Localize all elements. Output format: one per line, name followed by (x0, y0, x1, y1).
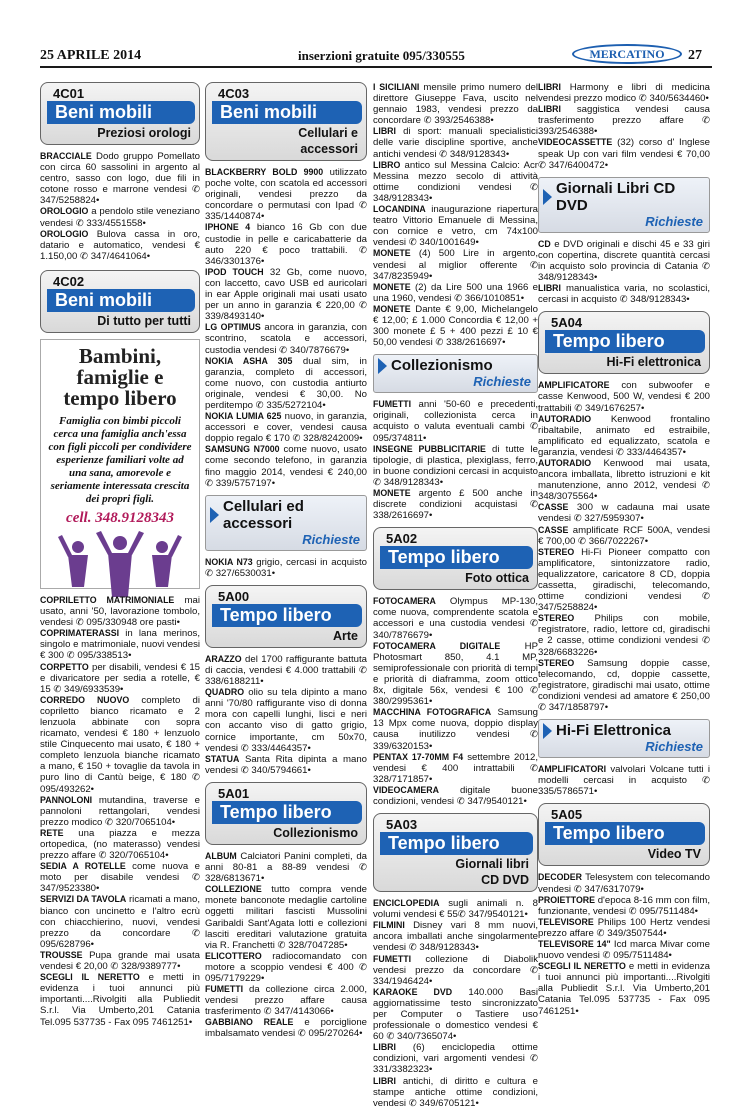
ad-text: saggistica vendesi causa trasferimento prezzo affare ✆ 393/2546388• (538, 104, 710, 138)
ad-list (373, 82, 538, 348)
ad-keyword: SERVIZI DA TAVOLA (40, 894, 127, 905)
promo-title: Bambini, famiglie e tempo libero (63, 343, 177, 410)
ad-keyword: CD (538, 238, 551, 249)
classified-ad (373, 954, 538, 987)
ad-keyword: SCEGLI IL NERETTO (40, 972, 140, 983)
ad-keyword: PANNOLONI (40, 794, 93, 805)
ad-keyword: GABBIANO REALE (205, 1017, 294, 1028)
classified-ad (40, 206, 200, 228)
ad-keyword: I SICILIANI (373, 82, 420, 92)
classified-ad (40, 595, 200, 628)
ad-text: bianco 16 Gb con due custodie in pelle e caricabatterie da auto 220 € poco trattabili. ✆ 346/3301376• (205, 222, 367, 267)
ad-text: 32 Gb, come nuovo, con laccetto, cavo USB ed auricolari in ear Apple originali mai usati usato per un anno in garanzia € 220,00 ✆ 339/8493140• (205, 266, 367, 323)
section-header-4c02 (40, 270, 200, 333)
mercatino-logo: MERCATINO (572, 44, 682, 64)
ad-text: antichi, di diritto e cultura e stampe antiche ottime condizioni, vendesi ✆ 349/6705121• (373, 1075, 538, 1109)
classified-ad (40, 828, 200, 861)
section-title: Beni mobili (47, 289, 195, 312)
classified-ad (373, 752, 538, 785)
classified-ad (205, 222, 367, 266)
ad-text: e metti in evidenza i tuoi annunci più importanti....Rivolgiti alla Publiedit S.r.l. Via Umberto,201 Catania Tel.095 537735 - Fax 095 7461251• (40, 972, 201, 1028)
ad-text: nuovo, in garanzia, accessori e cover, vendesi causa doppio regalo € 170 ✆ 328/8242009• (205, 411, 367, 445)
classified-ad (538, 458, 710, 502)
ad-keyword: COLLEZIONE (205, 884, 262, 895)
classified-ad (538, 872, 710, 894)
ad-keyword: TELEVISORE 14" (538, 938, 611, 949)
ad-keyword: NOKIA ASHA 305 (205, 355, 293, 366)
section-header-5a04 (538, 311, 710, 374)
ad-list (205, 654, 367, 776)
section-subtitle: Video TV (647, 847, 701, 862)
ad-text: argento £ 500 anche in discrete condizioni acquistasi ✆ 338/2616697• (373, 488, 538, 522)
ad-keyword: TROUSSE (40, 949, 83, 960)
classified-ad (538, 82, 710, 104)
ad-keyword: AUTORADIO (538, 457, 592, 468)
ad-keyword: SCEGLI IL NERETTO (538, 961, 626, 972)
section-code: 5A05 (551, 807, 583, 823)
ad-keyword: FUMETTI (205, 984, 244, 995)
ad-text: ricamati a mano, bianco con uncinetto e l'altro ecrù con chiacchierino, nuovi, vendesi prezzo da concordare ✆ 095/628796• (40, 894, 200, 950)
requests-label: Richieste (302, 531, 360, 547)
ad-keyword: VIDEOCAMERA (373, 784, 439, 795)
header-contact: inserzioni gratuite 095/330555 (298, 48, 465, 63)
ad-keyword: RETE (40, 827, 64, 838)
classified-ad (40, 861, 200, 894)
page-number: 27 (688, 48, 702, 63)
ad-text: a pendolo stile veneziano vendesi ✆ 333/4551558• (40, 206, 200, 229)
classified-ad (40, 151, 200, 206)
children-illustration (50, 527, 190, 603)
classified-ad (205, 851, 367, 884)
ad-text: mutandina, traverse e pannoloni rettangolari, vendesi prezzo modico ✆ 320/7065104• (40, 794, 200, 828)
ad-keyword: MONETE (373, 248, 411, 259)
ad-text: di sport: manuali specialistici delle varie discipline sportive, anche antichi vendesi ✆ 348/9128343• (373, 126, 538, 160)
classified-ad (373, 920, 538, 953)
ad-keyword: DECODER (538, 872, 582, 883)
section-header-5a00 (205, 585, 367, 648)
classified-ad (40, 972, 200, 1027)
ad-text: valvolari Volcane tutti i modelli cercasi in acquisto ✆ 335/5786571• (538, 764, 710, 798)
section-code: 5A04 (551, 315, 583, 331)
ad-text: del 1700 raffigurante battuta di caccia, vendesi € 4.000 trattabili ✆ 338/6188211• (205, 653, 367, 688)
classified-ad (538, 380, 710, 413)
classified-ad (373, 399, 538, 443)
requests-label: Richieste (645, 213, 703, 229)
ad-text: Icd marca Mivar come nuovo vendesi ✆ 095/7511484• (538, 938, 711, 962)
column-4 (538, 82, 710, 1017)
ad-list (538, 239, 710, 306)
ad-text: utilizzato poche volte, con scatola ed accessori originali, vendesi prezzo da concordare o permutasi con Ipad ✆ 335/1440874• (205, 167, 367, 223)
ad-list (538, 380, 710, 713)
ad-text: per disabili, vendesi € 15 e divaricatore per sedia a rotelle, € 15 ✆ 349/6933539• (40, 661, 200, 695)
promo-body: Famiglia con bimbi piccoli cerca una famiglia anch'essa con figli piccoli per condividere esperienze familiari volte ad una sana, amorevole e seriamente interessata crescita dei propri figli. (48, 414, 192, 505)
issue-date: 25 APRILE 2014 (40, 48, 142, 63)
classified-ad (538, 613, 710, 657)
ad-keyword: STEREO (538, 657, 575, 668)
ad-text: d'epoca 8-16 mm con film, funzionante, vendesi ✆ 095/7511484• (538, 894, 710, 917)
classified-ad (538, 414, 710, 458)
classified-ad (40, 695, 200, 795)
ad-text: antico sul Messina Calcio: Acr Messina mezzo secolo di attività ottime condizioni vendesi ✆ 348/9128343• (373, 159, 538, 204)
section-subtitle: Foto ottica (465, 571, 529, 586)
ad-text: in lana merinos, singolo e matrimoniale, nuovi vendesi € 300 ✆ 095/338513• (40, 628, 200, 662)
ad-text: collezione di Diabolik vendesi prezzo da concordare ✆ 334/1946424• (373, 953, 538, 987)
ad-keyword: LIBRI (538, 283, 561, 294)
classified-ad (373, 444, 538, 488)
ad-text: HP Photosmart 850, 4.1 MP, semiprofessionale con priorità di tempi e priorità di diaframma, zoom ottico 8x, digitale 56x, vendesi € 100 ✆ 380/2995361• (373, 640, 538, 708)
classified-ad (373, 596, 538, 640)
ad-text: amplificate RCF 500A, vendesi € 700,00 ✆ 366/7022267• (538, 524, 710, 547)
ad-keyword: ALBUM (205, 850, 237, 861)
ad-text: Philips con mobile, registratore, radio, lettore cd, giradischi e 2 casse, ottime condizioni vendesi ✆ 328/6683226• (538, 613, 710, 658)
section-title: Tempo libero (545, 330, 705, 353)
ad-keyword: LIBRI (373, 1042, 396, 1053)
ad-keyword: MONETE (373, 303, 411, 314)
ad-keyword: LIBRO (373, 159, 401, 170)
ad-keyword: LIBRI (373, 1075, 396, 1086)
classified-ad (205, 654, 367, 687)
promo-box (40, 339, 200, 589)
classified-ad (373, 898, 538, 920)
ad-keyword: NOKIA N73 (205, 556, 253, 567)
ad-list (373, 898, 538, 1109)
arrow-icon (543, 189, 552, 205)
ad-text: anni '50-60 e precedenti, originali, collezionista cerca in acquisto o valuta eventuali cambi ✆ 095/374811• (373, 399, 538, 444)
ad-list (205, 167, 367, 489)
ad-keyword: STEREO (538, 546, 575, 557)
ad-text: una piazza e mezza ortopedica, (no materasso) vendesi prezzo affare ✆ 320/7065104• (40, 827, 200, 862)
classified-ad (538, 137, 710, 170)
ad-keyword: QUADRO (205, 687, 245, 698)
ad-keyword: ARAZZO (205, 653, 242, 664)
classified-ad (373, 641, 538, 708)
ad-keyword: LIBRI (373, 126, 396, 137)
ad-list (538, 764, 710, 797)
ad-keyword: INSEGNE PUBBLICITARIE (373, 443, 486, 454)
section-code: 5A02 (386, 531, 418, 547)
classified-ad (205, 267, 367, 322)
ad-text: Disney vari 8 mm nuovi, ancora imballati anche singolarmente vendesi ✆ 348/9128343• (373, 920, 538, 954)
ad-text: manualistica varia, no scolastici, cercasi in acquisto ✆ 348/9128343• (538, 283, 710, 306)
classified-ad (40, 662, 200, 695)
classified-ad (373, 204, 538, 248)
section-title: Tempo libero (380, 832, 533, 855)
classified-ad (538, 283, 710, 305)
classified-ad (373, 304, 538, 348)
ad-keyword: MONETE (373, 488, 411, 498)
ad-text: ancora in garanzia, con scontrino, scatola e accessori, custodia vendesi ✆ 340/7876679• (205, 322, 367, 356)
ad-keyword: ELICOTTERO (205, 950, 262, 961)
ad-text: e metti in evidenza i tuoi annunci più importanti....Rivolgiti alla Publiedit S.r.l. Via Umberto,201 Catania Tel.095 537735 - Fax 095 7461251• (538, 961, 710, 1017)
classified-ad (538, 104, 710, 137)
classified-ad (373, 82, 538, 126)
ad-keyword: FOTOCAMERA (373, 596, 436, 607)
section-code: 5A03 (386, 817, 418, 833)
ad-text: Telesystem con telecomando vendesi ✆ 347/6317079• (538, 872, 710, 895)
classified-ad (538, 764, 710, 797)
section-title: Tempo libero (545, 822, 705, 845)
ad-keyword: SAMSUNG N7000 (205, 444, 280, 455)
ad-keyword: FILMINI (373, 920, 405, 931)
section-subtitle: Preziosi orologi (97, 126, 191, 140)
classified-ad (538, 917, 710, 939)
ad-text: (4) 500 Lire in argento, vendesi al miglior offerente ✆ 347/8235949• (373, 248, 538, 282)
section-header-5a02 (373, 527, 538, 590)
ad-text: dual sim, in garanzia, completo di accessori, come nuovo, con custodia antiurto originale, vendesi € 30,00. No perditempo ✆ 335/5272104• (205, 355, 368, 411)
ad-text: sugli animali n. 8 volumi vendesi € 55✆ 347/9540121• (373, 898, 538, 921)
ad-text: con subwoofer e casse Kenwood, 500 W, vendesi € 200 trattabili ✆ 349/1676257• (538, 380, 710, 414)
requests-header (373, 354, 538, 393)
ad-keyword: TELEVISORE (538, 916, 594, 927)
ad-text: Bulova cassa in oro, datario e automatico, vendesi € 1.150,00 ✆ 347/4641064• (40, 228, 200, 262)
section-header-4c01 (40, 82, 200, 145)
ad-text: (6) enciclopedia ottime condizioni, vari argomenti vendesi ✆ 331/3382323• (373, 1042, 538, 1076)
section-subtitle: CD DVD (481, 873, 529, 888)
requests-header (205, 495, 367, 551)
ad-list (538, 82, 710, 171)
classified-ad (40, 229, 200, 262)
classified-ad (538, 895, 710, 917)
ad-text: mai usato, anni '50, lavorazione tombolo, vendesi ✆ 095/330948 ore pasti• (40, 594, 201, 629)
ad-text: Dante € 9,00, Michelangelo € 12,00; £ 1.000 Concordia € 12,00 + 300 monete £ 5 + 400 pezzi £ 10 € 50,00 vendesi ✆ 338/2616697• (373, 303, 538, 349)
arrow-icon (543, 723, 552, 739)
ad-text: e DVD originali e dischi 45 e 33 giri con copertina, discrete quantità cercasi in acquisto solo provincia di Catania ✆ 348/9128343• (538, 238, 710, 284)
section-code: 4C02 (53, 273, 85, 289)
section-subtitle: Cellulari e (298, 126, 358, 140)
ad-text: Kenwood frontalino ribaltabile, animato ed estraibile, amplificato ed equalizzato, scatola e garanzia, vendesi ✆ 333/4464357• (538, 413, 710, 458)
classified-ad (205, 444, 367, 488)
ad-text: settembre 2012, vendesi € 400 intrattabili ✆ 328/7171857• (373, 751, 538, 785)
classified-ad (205, 167, 367, 222)
ad-text: completo di copriletto bianco ricamato e 2 lenzuola abbinate con sopra ricamato, vendesi € 180 + lenzuolo stile Cinquecento mai usato, € 180 + completo lenzuola bianche ricamato a mano, € 150 + tovaglie da tavola in puro lino di Cantù beige, € 180 ✆ 095/493262• (40, 694, 200, 795)
ad-keyword: CASSE (538, 524, 569, 535)
classified-ad (205, 411, 367, 444)
ad-text: Harmony e libri di medicina vendesi prezzo modico ✆ 340/5634460• (538, 82, 710, 105)
column-2 (205, 82, 367, 1040)
ad-list (40, 151, 200, 262)
ad-keyword: ENCICLOPEDIA (373, 898, 440, 909)
classified-ad (538, 547, 710, 614)
ad-text: 300 w cadauna mai usate vendesi ✆ 327/5959307• (538, 502, 710, 525)
classified-ad (205, 322, 367, 355)
promo-phone: cell. 348.9128343 (66, 509, 174, 526)
section-subtitle: Hi-Fi elettronica (606, 355, 701, 370)
ad-keyword: COPRIMATERASSI (40, 628, 120, 639)
ad-keyword: FUMETTI (373, 953, 412, 964)
section-header-5a03 (373, 813, 538, 892)
ad-text: Samsung 13 Mpx come nuova, doppio display causa inutilizzo vendesi ✆ 339/6320153• (373, 707, 538, 752)
ad-text: Olympus MP-130, come nuova, comprendente scatola e accessori e una custodia vendesi ✆ 340/7876679• (373, 596, 538, 641)
arrow-icon (378, 358, 387, 374)
classified-ad (373, 488, 538, 521)
ad-list (205, 557, 367, 579)
section-subtitle: Arte (332, 628, 358, 643)
ad-text: Pupa grande mai usata vendesi € 20,00 ✆ 328/9389777• (40, 949, 200, 973)
ad-keyword: OROLOGIO (40, 206, 89, 217)
ad-text: Santa Rita dipinta a mano vendesi ✆ 340/5794661• (205, 753, 367, 776)
ad-keyword: LIBRI (538, 104, 561, 115)
ad-keyword: IPOD TOUCH (205, 266, 264, 277)
ad-keyword: CORPETTO (40, 661, 89, 672)
classified-ad (205, 754, 367, 776)
classified-ad (40, 795, 200, 828)
ad-keyword: PROIETTORE (538, 894, 596, 905)
requests-header (538, 719, 710, 758)
classified-ad (373, 160, 538, 204)
ad-text: grigio, cercasi in acquisto ✆ 327/6530031• (205, 556, 367, 579)
ad-keyword: LIBRI (538, 82, 561, 92)
ad-keyword: KARAOKE DVD (373, 986, 453, 997)
classified-ad (205, 1017, 367, 1039)
classified-ad (373, 248, 538, 281)
section-header-5a05 (538, 803, 710, 866)
section-title: Tempo libero (380, 546, 533, 569)
ad-keyword: FUMETTI (373, 399, 412, 410)
ad-text: (32) corso d' Inglese speak Up con vari film vendesi € 70,00 ✆ 347/6400472• (538, 137, 710, 171)
classified-ad (205, 557, 367, 579)
classified-ad (205, 356, 367, 411)
classified-ad (538, 961, 710, 1016)
ad-text: tutto compra vende monete banconote medaglie cartoline oggetti militari fascisti Mussolini Garibaldi Sant'Agata lotti e collezioni lasciti ereditari valutazione gratuita via R. Franchetti ✆ 328/7047285• (205, 884, 367, 951)
ad-text: Samsung doppie casse, telecomando, cd, doppie cassette, registratore, giradischi mai usato, ottime condizioni vendesi ad amatore € 250,00 ✆ 347/1858797• (538, 657, 710, 714)
classified-ad (205, 884, 367, 951)
classified-ad (205, 687, 367, 754)
ad-keyword: STEREO (538, 613, 575, 624)
classified-ad (205, 984, 367, 1017)
ad-text: come nuova e moto per disabile vendesi ✆ 347/9523380• (40, 861, 200, 895)
ad-list (373, 399, 538, 521)
ad-list (205, 851, 367, 1040)
classified-ad (40, 628, 200, 661)
arrow-icon (210, 507, 219, 523)
requests-label: Richieste (645, 739, 703, 755)
ad-keyword: COPRILETTO MATRIMONIALE (40, 594, 175, 605)
section-header-4c03 (205, 82, 367, 161)
ad-text: digitale buone condizioni, vendesi ✆ 347/9540121• (373, 784, 538, 807)
ad-text: 140.000 Basi aggiornatissime testo sincronizzato per Computer o Tastiere uso professionale o domestico vendesi € 60 ✆ 340/7365074• (373, 986, 538, 1043)
ad-keyword: AMPLIFICATORE (538, 380, 610, 391)
classified-ad (40, 950, 200, 972)
ad-text: (2) da Lire 500 una 1966 e una 1960, vendesi ✆ 366/1010851• (373, 281, 538, 304)
ad-text: Dodo gruppo Pomellato con circa 60 sassolini in argento al centro, sasso con logo, due fili in cotone rosso e marrone vendesi ✆ 347/5258824• (40, 151, 200, 207)
ad-text: da collezione circa 2.000, vendesi prezzo affare causa trasferimento ✆ 347/4143066• (205, 984, 367, 1018)
section-code: 4C01 (53, 86, 85, 101)
section-code: 5A00 (218, 588, 250, 604)
classified-ad (373, 1042, 538, 1075)
requests-label: Richieste (473, 374, 531, 390)
classified-ad (373, 126, 538, 159)
ad-keyword: FOTOCAMERA DIGITALE (373, 640, 501, 651)
column-3 (373, 82, 538, 1109)
ad-text: radiocomandato con motore a scoppio vendesi € 400 ✆ 095/7179229• (205, 950, 367, 984)
section-code: 5A01 (218, 785, 250, 801)
classified-ad (373, 282, 538, 304)
classified-ad (538, 939, 710, 961)
ad-text: olio su tela dipinto a mano anni '70/80 raffigurante viso di donna mora con capelli lunghi, lisci e neri con accanto viso di gatto grigio, cornice importante, cm 50x70, vendesi ✆ 333/4464357• (205, 687, 367, 754)
classified-ad (40, 894, 200, 949)
section-subtitle: Collezionismo (273, 825, 358, 840)
section-subtitle: Di tutto per tutti (97, 313, 191, 328)
section-title: Beni mobili (47, 101, 195, 124)
classified-ad (373, 1076, 538, 1109)
ad-text: Philips 100 Hertz vendesi prezzo affare ✆ 349/3507544• (538, 916, 710, 939)
ad-list (373, 596, 538, 807)
ad-keyword: STATUA (205, 753, 240, 764)
ad-text: e porciglione imbalsamato vendesi ✆ 095/270264• (205, 1017, 367, 1040)
requests-title: Hi-Fi Elettronica (556, 722, 672, 740)
ad-keyword: MACCHINA FOTOGRAFICA (373, 707, 492, 718)
page-header (40, 44, 712, 68)
ad-keyword: NOKIA LUMIA 625 (205, 411, 282, 422)
ad-keyword: BLACKBERRY BOLD 9900 (205, 167, 324, 177)
section-subtitle: accessori (300, 142, 358, 156)
ad-text: Hi-Fi Pioneer compatto con amplificatore, sintonizzatore radio, equalizzatore, caricatore 8 CD, doppia cassetta, giradischi, telecomando, ottime condizioni vendesi ✆ 347/5258824• (538, 546, 710, 614)
ad-text: mensile primo numero del direttore Giuseppe Fava, uscito nel gennaio 1983, vendesi prezzo da concordare ✆ 393/2546388• (373, 82, 539, 127)
ad-keyword: AMPLIFICATORI (538, 764, 607, 775)
ad-keyword: BRACCIALE (40, 151, 92, 161)
classified-ad (205, 951, 367, 984)
section-subtitle: Giornali libri (455, 857, 529, 872)
ad-keyword: IPHONE 4 (205, 222, 251, 233)
section-header-5a01 (205, 782, 367, 845)
ad-keyword: LOCANDINA (373, 204, 426, 215)
ad-keyword: AUTORADIO (538, 413, 592, 424)
ad-list (538, 872, 710, 1016)
ad-list (40, 595, 200, 1028)
ad-keyword: CORREDO NUOVO (40, 694, 130, 705)
requests-header (538, 177, 710, 233)
section-title: Tempo libero (212, 801, 362, 824)
classified-ad (373, 987, 538, 1042)
ad-text: Kenwood mai usata, ancora imballata, libretto istruzioni e kit manutenzione, anno 2012, vendesi ✆ 348/3075564• (538, 457, 710, 503)
ad-keyword: CASSE (538, 502, 569, 513)
section-title: Beni mobili (212, 101, 362, 124)
ad-keyword: SEDIA A ROTELLE (40, 861, 126, 872)
section-title: Tempo libero (212, 604, 362, 627)
column-1 (40, 82, 200, 1028)
requests-title: Collezionismo (391, 357, 493, 375)
ad-keyword: OROLOGIO (40, 228, 89, 239)
ad-text: Calciatori Panini completi, da anni 80-81 a 88-89 vendesi ✆ 328/6813671• (205, 850, 367, 885)
requests-title: Giornali Libri CD DVD (556, 179, 676, 214)
ad-keyword: MONETE (373, 281, 411, 292)
classified-ad (538, 658, 710, 713)
section-code: 4C03 (218, 86, 250, 101)
classified-ad (538, 239, 710, 283)
classified-ad (538, 525, 710, 547)
classified-ad (373, 707, 538, 751)
ad-text: come nuovo, usato come secondo telefono, in garanzia fino maggio 2014, vendesi € 240,00 ✆ 339/5757197• (205, 444, 367, 489)
ad-keyword: PENTAX 17-70MM F4 (373, 751, 464, 762)
ad-text: di tutte le tipologie, di plastica, plexiglass, ferro, in buone condizioni cercasi in acquisto ✆ 348/9128343• (373, 443, 538, 488)
classified-ad (538, 502, 710, 524)
ad-keyword: LG OPTIMUS (205, 322, 261, 333)
ad-text: inaugurazione riapertura teatro Vittorio Emanuele di Messina, con cornice e vetro, cm 74x100 vendesi ✆ 340/1001649• (373, 204, 538, 249)
ad-keyword: VIDEOCASSETTE (538, 137, 613, 148)
classified-ad (373, 785, 538, 807)
requests-title: Cellulari ed accessori (223, 497, 304, 532)
